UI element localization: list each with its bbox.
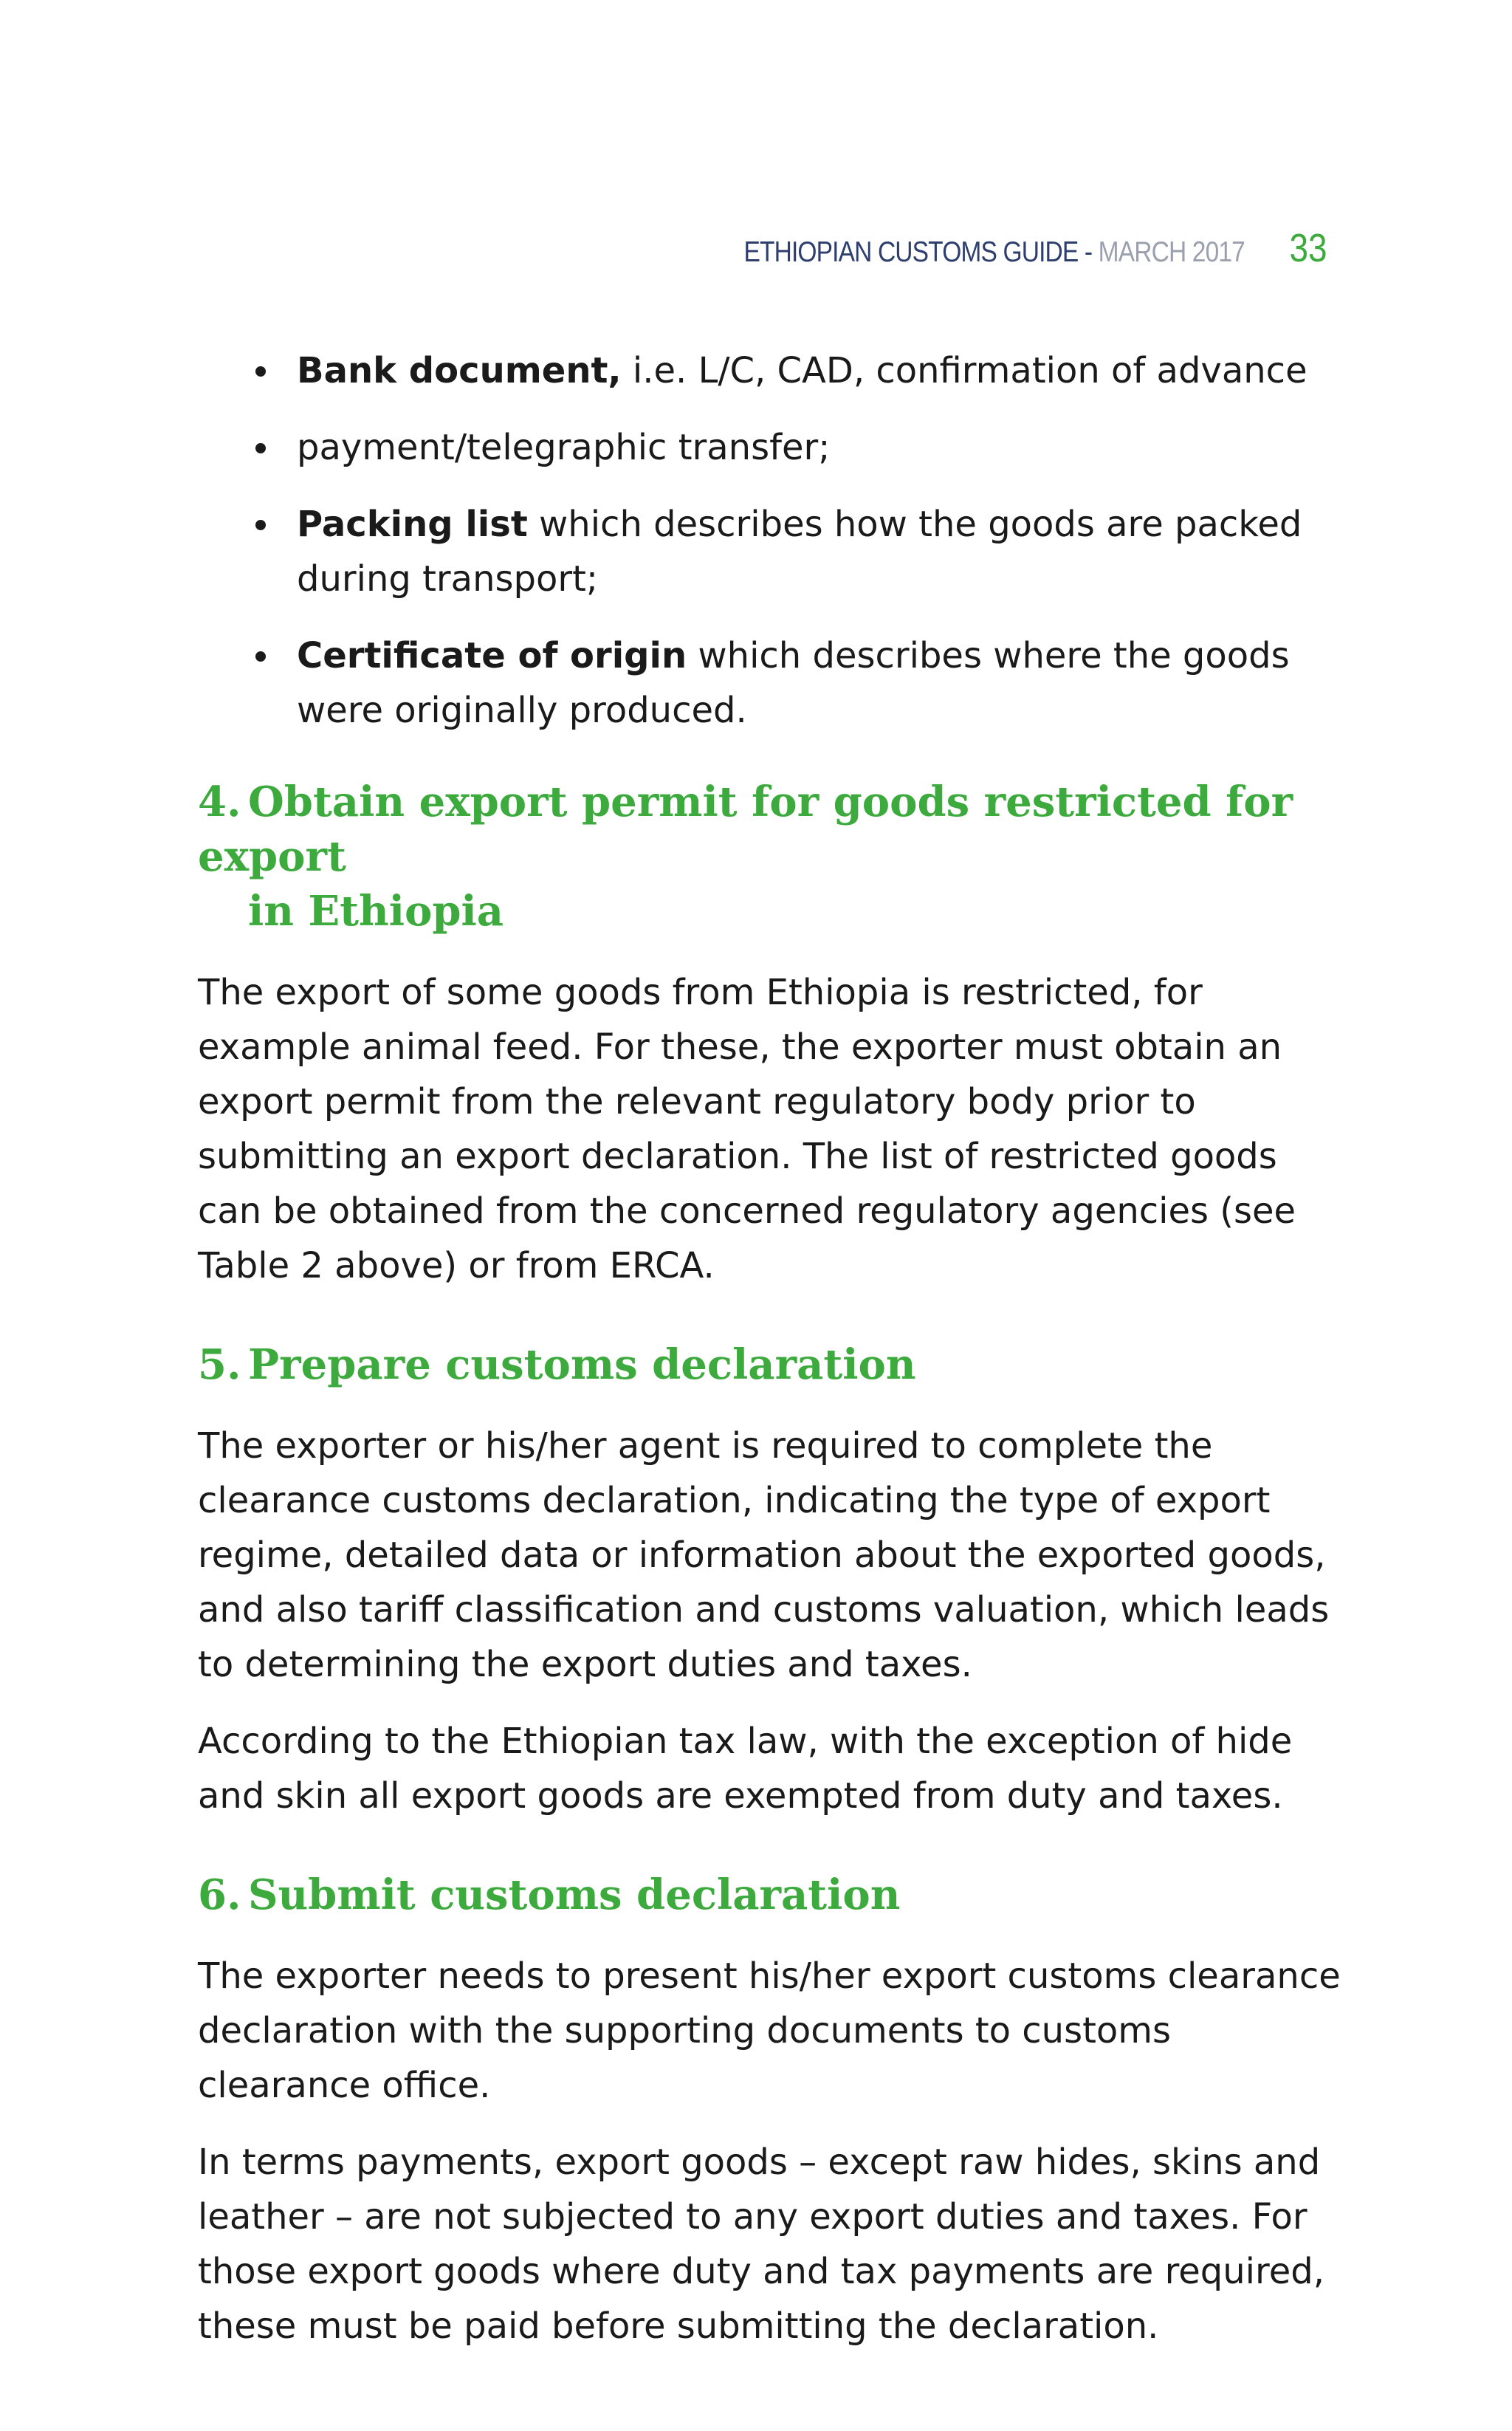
section-number: 4. bbox=[198, 778, 241, 826]
bullet-icon bbox=[255, 520, 266, 530]
paragraph: The export of some goods from Ethiopia is restricted, for example animal feed. For these, the exporter must obtain an export permit from the relevant regulatory body prior to submitting an export declaration. The list of restricted goods can be obtained from the concerned regulatory agencies (see Table 2 above) or from ERCA. bbox=[198, 972, 1296, 1286]
section-heading-5 bbox=[198, 1337, 1344, 1392]
page-header bbox=[662, 225, 1330, 271]
list-item bbox=[198, 420, 1344, 475]
document-list bbox=[198, 343, 1344, 738]
paragraph: The exporter or his/her agent is required to complete the clearance customs declaration, indicating the type of export regime, detailed data or information about the exported goods, and also tariff classification and customs valuation, which leads to determining the export duties and taxes. bbox=[198, 1425, 1330, 1685]
list-item-text: which describes how the goods are packed during transport; bbox=[297, 504, 1302, 600]
list-item-text: which describes where the goods were originally produced. bbox=[297, 635, 1290, 731]
section-title: Submit customs declaration bbox=[248, 1871, 901, 1919]
header-date: MARCH 2017 bbox=[1098, 236, 1245, 268]
section-title-line2: in Ethiopia bbox=[248, 887, 504, 936]
paragraph: In terms payments, export goods – except raw hides, skins and leather – are not subjected to any export duties and taxes. For those export goods where duty and tax payments are required, these must be paid before submitting the declaration. bbox=[198, 2142, 1324, 2347]
section-title-line1: Obtain export permit for goods restricted for export bbox=[198, 778, 1293, 881]
page-number: 33 bbox=[1289, 226, 1327, 270]
paragraph: According to the Ethiopian tax law, with the exception of hide and skin all export goods are exempted from duty and taxes. bbox=[198, 1721, 1293, 1817]
header-title: ETHIOPIAN CUSTOMS GUIDE bbox=[743, 236, 1079, 268]
section-heading-6 bbox=[198, 1868, 1344, 1922]
paragraph: The exporter needs to present his/her export customs clearance declaration with the supporting documents to customs clearance office. bbox=[198, 1955, 1341, 2106]
page-content bbox=[198, 343, 1344, 2376]
list-item bbox=[198, 343, 1344, 398]
header-separator: - bbox=[1078, 236, 1099, 268]
list-item-term: Bank document, bbox=[297, 350, 622, 391]
list-item-term: Packing list bbox=[297, 504, 528, 545]
section-heading-4 bbox=[198, 775, 1344, 939]
bullet-icon bbox=[255, 651, 266, 662]
bullet-icon bbox=[255, 443, 266, 453]
list-item bbox=[198, 628, 1344, 738]
list-item-text: i.e. L/C, CAD, confirmation of advance bbox=[621, 350, 1307, 391]
section-title: Prepare customs declaration bbox=[248, 1340, 916, 1389]
list-item-term: Certificate of origin bbox=[297, 635, 687, 676]
list-item bbox=[198, 497, 1344, 606]
list-item-text: payment/telegraphic transfer; bbox=[297, 427, 831, 468]
section-number: 5. bbox=[198, 1340, 241, 1389]
bullet-icon bbox=[255, 366, 266, 377]
section-number: 6. bbox=[198, 1871, 241, 1919]
running-header bbox=[743, 236, 1244, 269]
